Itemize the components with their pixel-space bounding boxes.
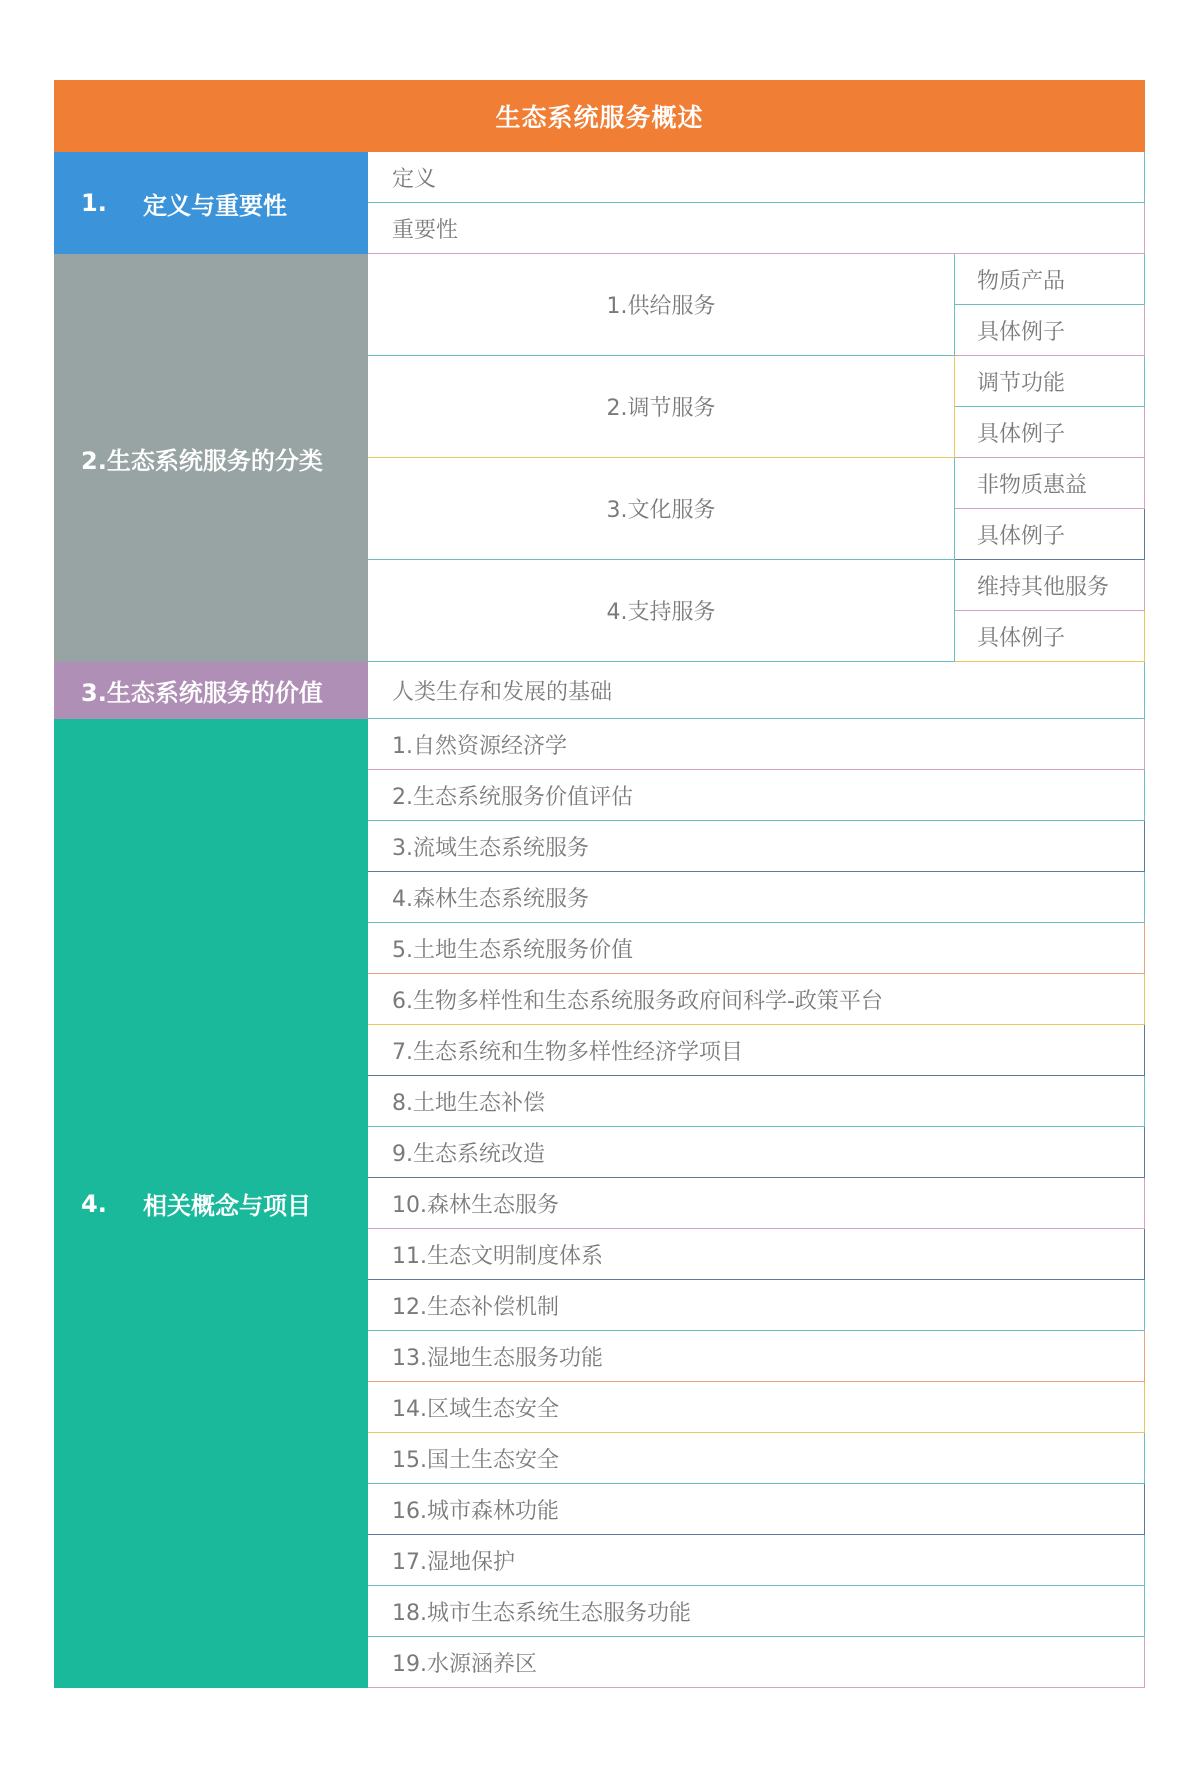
list-item: 9.生态系统改造	[368, 1127, 1145, 1178]
list-item: 4.森林生态系统服务	[368, 872, 1145, 923]
section-1-label	[54, 152, 368, 254]
group-regulating-cell: 2.调节服务	[368, 356, 955, 458]
group-regulating-sub-2: 具体例子	[955, 407, 1145, 458]
section-2-title: 2.生态系统服务的分类	[81, 446, 323, 475]
group-supply-cell: 1.供给服务	[368, 254, 955, 356]
definition-cell: 定义	[368, 152, 1145, 203]
list-item: 8.土地生态补偿	[368, 1076, 1145, 1127]
section-1-title: 定义与重要性	[143, 191, 287, 220]
list-item: 10.森林生态服务	[368, 1178, 1145, 1229]
group-cultural-sub-2: 具体例子	[955, 509, 1145, 560]
group-cultural-cell: 3.文化服务	[368, 458, 955, 560]
group-regulating-sub-1: 调节功能	[955, 356, 1145, 407]
list-item: 7.生态系统和生物多样性经济学项目	[368, 1025, 1145, 1076]
section-4-number: 4.	[81, 1189, 107, 1218]
group-supporting-sub-1: 维持其他服务	[955, 560, 1145, 611]
section-4-label	[54, 719, 368, 1688]
group-supporting-sub-2: 具体例子	[955, 611, 1145, 662]
section-2-label	[54, 254, 368, 662]
section-4-title: 相关概念与项目	[143, 1192, 311, 1220]
list-item: 3.流域生态系统服务	[368, 821, 1145, 872]
importance-cell: 重要性	[368, 203, 1145, 254]
list-item: 19.水源涵养区	[368, 1637, 1145, 1688]
list-item: 13.湿地生态服务功能	[368, 1331, 1145, 1382]
group-supply-sub-1: 物质产品	[955, 254, 1145, 305]
group-cultural-sub-1: 非物质惠益	[955, 458, 1145, 509]
group-supporting-cell: 4.支持服务	[368, 560, 955, 662]
list-item: 16.城市森林功能	[368, 1484, 1145, 1535]
list-item: 18.城市生态系统生态服务功能	[368, 1586, 1145, 1637]
section-3-label	[54, 662, 368, 719]
list-item: 14.区域生态安全	[368, 1382, 1145, 1433]
list-item: 6.生物多样性和生态系统服务政府间科学-政策平台	[368, 974, 1145, 1025]
list-item: 12.生态补偿机制	[368, 1280, 1145, 1331]
section-3-title: 3.生态系统服务的价值	[81, 679, 323, 707]
value-cell: 人类生存和发展的基础	[368, 662, 1145, 719]
table-title: 生态系统服务概述	[54, 80, 1145, 152]
group-supply-sub-2: 具体例子	[955, 305, 1145, 356]
list-item: 11.生态文明制度体系	[368, 1229, 1145, 1280]
list-item: 5.土地生态系统服务价值	[368, 923, 1145, 974]
list-item: 17.湿地保护	[368, 1535, 1145, 1586]
list-item: 1.自然资源经济学	[368, 719, 1145, 770]
list-item: 2.生态系统服务价值评估	[368, 770, 1145, 821]
section-1-number: 1.	[81, 189, 107, 217]
list-item: 15.国土生态安全	[368, 1433, 1145, 1484]
